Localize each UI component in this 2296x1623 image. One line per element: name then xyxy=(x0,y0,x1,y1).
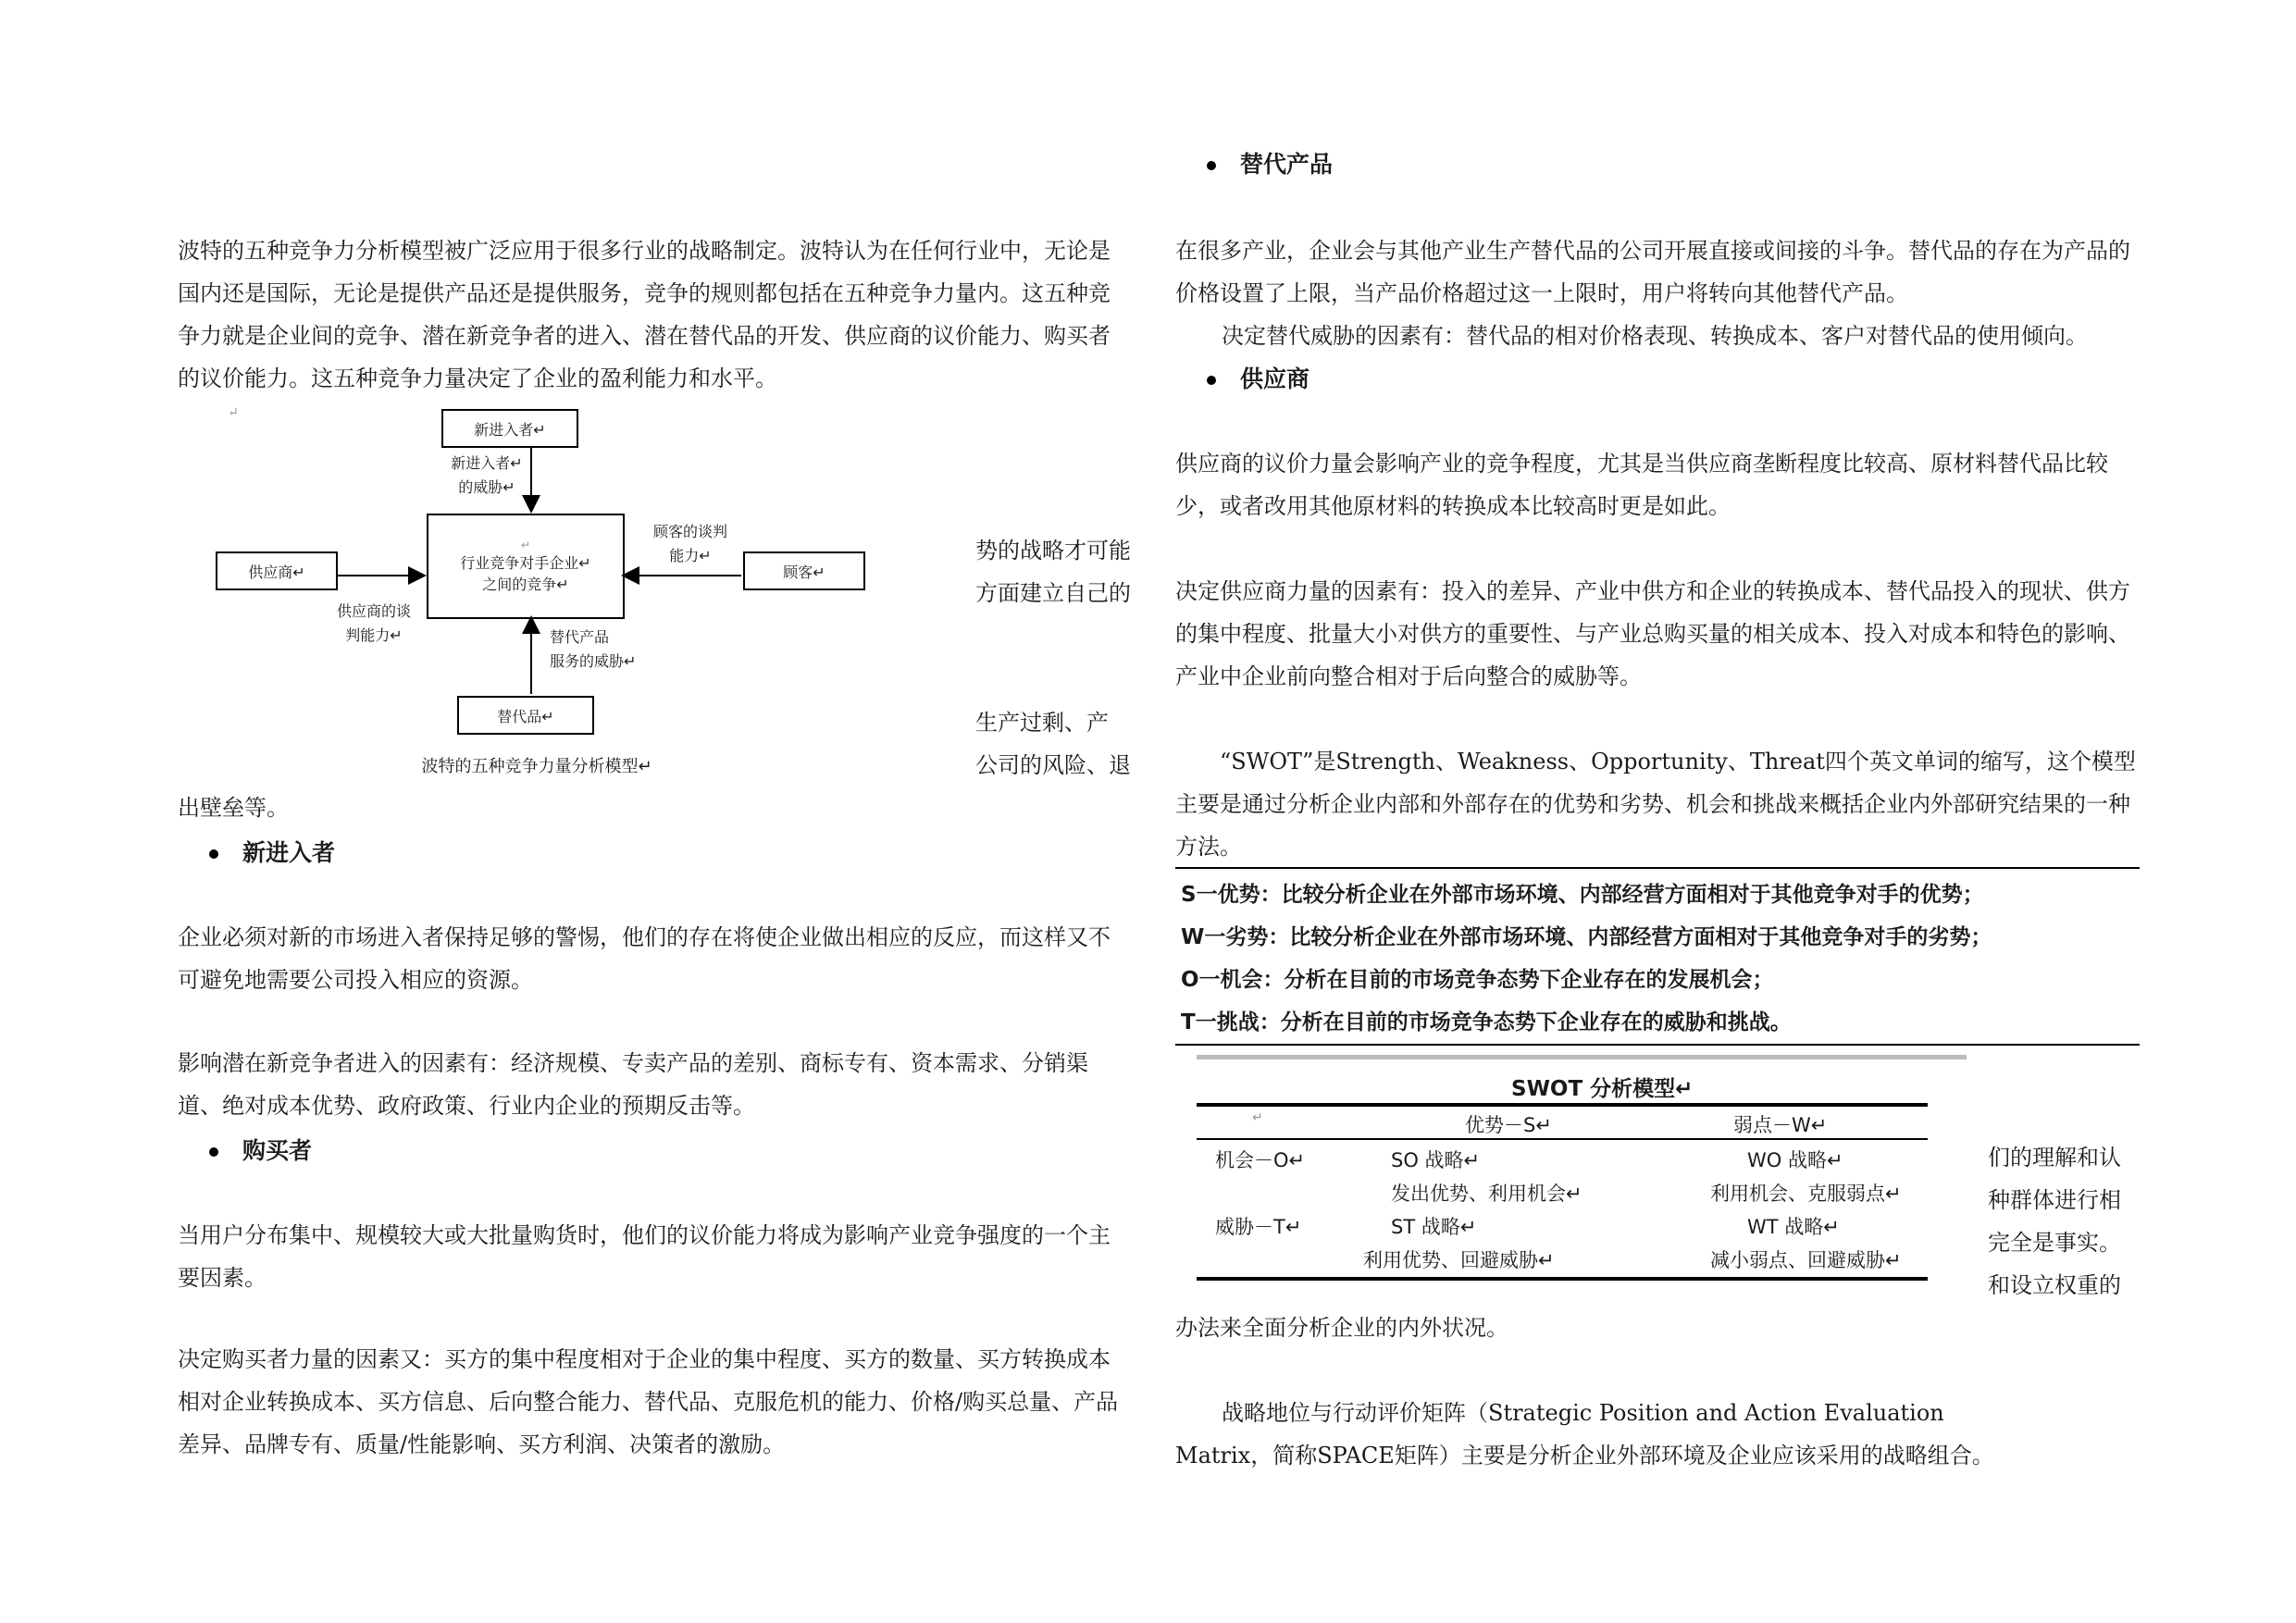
swot-so-desc: 发出优势、利用机会↵ xyxy=(1391,1183,1582,1205)
new-entrant-paragraph-1: 企业必须对新的市场进入者保持足够的警惕，他们的存在将使企业做出相应的反应，而这样又不可避免地需要公司投入相应的资源。 xyxy=(178,924,1111,993)
swot-corner: ↵ xyxy=(1252,1110,1263,1125)
customer-power-label: 顾客的谈判 能力↵ xyxy=(652,523,727,564)
overflow-fragment: 公司的风险、退 xyxy=(975,752,1131,778)
swot-row-threat: 威胁－T↵ xyxy=(1215,1216,1302,1238)
bullet-dot xyxy=(1207,376,1216,385)
bullet-dot xyxy=(1207,161,1216,170)
supplier-power-label: 供应商的谈 判能力↵ xyxy=(336,602,411,644)
swot-table-image xyxy=(1197,1055,1972,1288)
overflow-fragment: 们的理解和认 xyxy=(1988,1145,2121,1171)
swot-def-bottom-rule xyxy=(1175,1044,2140,1046)
overflow-fragment: 方面建立自己的 xyxy=(975,580,1131,606)
swot-def-top-rule xyxy=(1175,867,2140,869)
substitute-threat-label: 替代产品 服务的威胁↵ xyxy=(550,628,637,670)
swot-def-threat: T一挑战：分析在目前的市场竞争态势下企业存在的威胁和挑战。 xyxy=(1181,1010,1792,1035)
substitute-paragraph-2: 决定替代威胁的因素有：替代品的相对价格表现、转换成本、客户对替代品的使用倾向。 xyxy=(1222,323,2088,349)
supplier-box: 供应商↵ xyxy=(216,551,338,590)
overflow-fragment: 势的战略才可能 xyxy=(975,538,1131,564)
entrant-threat-label: 新进入者↵ 的威胁↵ xyxy=(451,454,523,496)
new-entrant-paragraph-2: 影响潜在新竞争者进入的因素有：经济规模、专卖产品的差别、商标专有、资本需求、分销渠道、绝对成本优势、政府政策、行业内企业的预期反击等。 xyxy=(178,1050,1088,1119)
bullet-dot xyxy=(209,1147,218,1157)
swot-col-weakness: 弱点－W↵ xyxy=(1733,1114,1828,1136)
bullet-new-entrant: 新进入者 xyxy=(209,835,335,872)
swot-row-opportunity: 机会－O↵ xyxy=(1215,1149,1306,1171)
center-competition-box: ↵ 行业竞争对手企业↵ 之间的竞争↵ xyxy=(427,514,625,619)
space-paragraph-line-2: Matrix，简称SPACE矩阵）主要是分析企业外部环境及企业应该采用的战略组合。 xyxy=(1175,1443,1994,1468)
swot-col-strength: 优势－S↵ xyxy=(1465,1114,1552,1136)
overflow-end: 出壁垒等。 xyxy=(178,795,289,821)
swot-st: ST 战略↵ xyxy=(1391,1216,1477,1238)
bullet-supplier: 供应商 xyxy=(1207,361,1309,398)
overflow-fragment: 生产过剩、产 xyxy=(975,710,1109,736)
swot-wo: WO 战略↵ xyxy=(1747,1149,1843,1171)
new-entrant-box: 新进入者↵ xyxy=(441,409,578,448)
swot-wt-desc: 减小弱点、回避威胁↵ xyxy=(1710,1249,1902,1271)
swot-wo-desc: 利用机会、克服弱点↵ xyxy=(1710,1183,1902,1205)
customer-box: 顾客↵ xyxy=(743,551,865,590)
swot-st-desc: 利用优势、回避威胁↵ xyxy=(1363,1249,1555,1271)
overflow-fragment: 种群体进行相 xyxy=(1988,1187,2121,1213)
bullet-buyer: 购买者 xyxy=(209,1133,312,1170)
bullet-substitute: 替代产品 xyxy=(1207,146,1333,183)
overflow-fragment: 完全是事实。 xyxy=(1988,1230,2121,1256)
swot-table-title: SWOT 分析模型↵ xyxy=(1511,1077,1694,1101)
swot-def-strength: S一优势：比较分析企业在外部市场环境、内部经营方面相对于其他竞争对手的优势； xyxy=(1181,883,1984,907)
bullet-dot xyxy=(209,849,218,859)
overflow-end: 办法来全面分析企业的内外状况。 xyxy=(1175,1315,1508,1341)
diagram-caption: 波特的五种竞争力量分析模型↵ xyxy=(421,757,652,776)
buyer-paragraph-2: 决定购买者力量的因素又：买方的集中程度相对于企业的集中程度、买方的数量、买方转换成本相对企业转换成本、买方信息、后向整合能力、替代品、克服危机的能力、价格/购买总量、产品差异、品牌专有、质量/性能影响、买方利润、决策者的激励。 xyxy=(178,1346,1119,1457)
intro-paragraph: 波特的五种竞争力分析模型被广泛应用于很多行业的战略制定。波特认为在任何行业中，无论是国内还是国际，无论是提供产品还是提供服务，竞争的规则都包括在五种竞争力量内。这五种竞争力就是企业间的竞争、潜在新竞争者的进入、潜在替代品的开发、供应商的议价能力、购买者的议价能力。这五种竞争力量决定了企业的盈利能力和水平。 xyxy=(178,238,1111,391)
substitute-paragraph-1: 在很多产业，企业会与其他产业生产替代品的公司开展直接或间接的斗争。替代品的存在为产品的价格设置了上限，当产品价格超过这一上限时，用户将转向其他替代产品。 xyxy=(1175,238,2130,306)
space-paragraph-line-1: 战略地位与行动评价矩阵（Strategic Position and Action Evaluation xyxy=(1222,1400,1944,1426)
swot-def-opportunity: O一机会：分析在目前的市场竞争态势下企业存在的发展机会； xyxy=(1181,968,1774,992)
swot-so: SO 战略↵ xyxy=(1391,1149,1481,1171)
supplier-paragraph-1: 供应商的议价力量会影响产业的竞争程度，尤其是当供应商垄断程度比较高、原材料替代品比较少，或者改用其他原材料的转换成本比较高时更是如此。 xyxy=(1175,451,2108,519)
swot-intro-paragraph: “SWOT”是Strength、Weakness、Opportunity、Threat四个英文单词的缩写，这个模型主要是通过分析企业内部和外部存在的优势和劣势、机会和挑战来概括企业内外部研究结果的一种方法。 xyxy=(1175,749,2136,860)
overflow-fragment: 和设立权重的 xyxy=(1988,1272,2121,1298)
buyer-paragraph-1: 当用户分布集中、规模较大或大批量购货时，他们的议价能力将成为影响产业竞争强度的一个主要因素。 xyxy=(178,1222,1111,1291)
swot-wt: WT 战略↵ xyxy=(1747,1216,1840,1238)
supplier-paragraph-2: 决定供应商力量的因素有：投入的差异、产业中供方和企业的转换成本、替代品投入的现状、供方的集中程度、批量大小对供方的重要性、与产业总购买量的相关成本、投入对成本和特色的影响、产业中企业前向整合相对于后向整合的威胁等。 xyxy=(1175,578,2130,689)
return-mark: ↵ xyxy=(228,405,239,420)
substitute-box: 替代品↵ xyxy=(457,696,594,735)
swot-def-weakness: W一劣势：比较分析企业在外部市场环境、内部经营方面相对于其他竞争对手的劣势； xyxy=(1181,925,1992,949)
